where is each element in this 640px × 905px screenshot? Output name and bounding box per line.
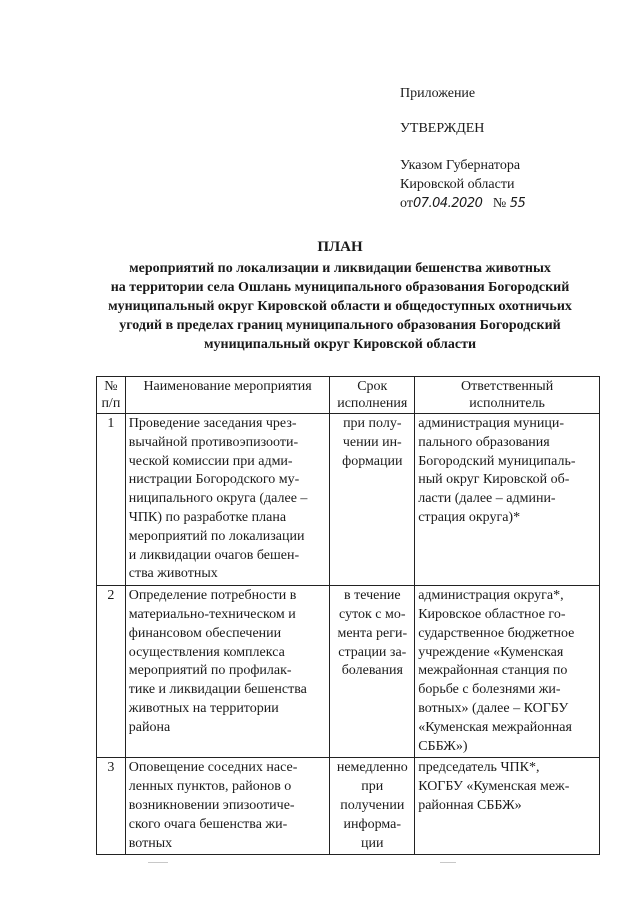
row-num: 2: [97, 586, 126, 758]
row-name: Определение потребности в материально-техническом и финансовом обеспечении осуществления комплекса мероприятий по профилак- тике и ликвидации бешенства животных на территории района: [125, 586, 330, 758]
title-line-3: муниципальный округ Кировской области и общедоступных охотничьих: [108, 299, 572, 314]
row-resp: администрация округа*, Кировское областное го- сударственное бюджетное учреждение «Куменская межрайонная станция по борьбе с болезнями жи- вотных» (далее – КОГБУ «Куменская межрайонная СББЖ»): [415, 586, 600, 758]
title-line-2: на территории села Ошлань муниципального образования Богородский: [110, 280, 570, 295]
date-prefix: от: [400, 196, 413, 211]
row-term: в течение суток с мо- мента реги- страции за- болевания: [330, 586, 415, 758]
measures-table: [96, 376, 600, 855]
scan-artifact: [440, 862, 456, 863]
row-term: при полу- чении ин- формации: [330, 414, 415, 586]
table-row: [97, 758, 600, 855]
table-row: [97, 414, 600, 586]
handwritten-number: 55: [509, 196, 526, 211]
decree-line-2: Кировской области: [400, 177, 515, 192]
scan-artifact: [148, 862, 168, 863]
approval-block: [400, 84, 600, 213]
header-term: Срок исполнения: [330, 377, 415, 414]
handwritten-date: 07.04.2020: [412, 196, 483, 211]
title-heading: ПЛАН: [317, 239, 363, 255]
header-num: № п/п: [97, 377, 126, 414]
table-row: [97, 586, 600, 758]
number-label: №: [492, 196, 507, 211]
title-line-1: мероприятий по локализации и ликвидации бешенства животных: [129, 261, 551, 276]
title-line-5: муниципальный округ Кировской области: [203, 337, 477, 352]
row-num: 3: [97, 758, 126, 855]
title-line-4: угодий в пределах границ муниципального образования Богородский: [119, 318, 561, 333]
row-resp: администрация муници- пального образования Богородский муниципаль- ный округ Кировской об- ласти (далее – админи- страция округа)*: [415, 414, 600, 586]
row-name: Проведение заседания чрез- вычайной противоэпизооти- ческой комиссии при адми- нистрации Богородского му- ниципального округа (далее – ЧПК) по разработке плана мероприятий по локализации и ликвидации очагов бешен- ства животных: [125, 414, 330, 586]
row-term: немедленно при получении информа- ции: [330, 758, 415, 855]
row-resp: председатель ЧПК*, КОГБУ «Куменская меж- районная СББЖ»: [415, 758, 600, 855]
header-resp: Ответственный исполнитель: [415, 377, 600, 414]
appendix-label: Приложение: [400, 86, 476, 101]
row-name: Оповещение соседних насе- ленных пунктов, районов о возникновении эпизоотиче- ского очага бешенства жи- вотных: [125, 758, 330, 855]
row-num: 1: [97, 414, 126, 586]
decree-line-1: Указом Губернатора: [400, 158, 521, 173]
header-name: Наименование мероприятия: [125, 377, 330, 414]
decree-date-line: [400, 194, 600, 213]
approved-label: УТВЕРЖДЕН: [400, 121, 485, 136]
document-title: [60, 238, 620, 354]
table-header-row: [97, 377, 600, 414]
